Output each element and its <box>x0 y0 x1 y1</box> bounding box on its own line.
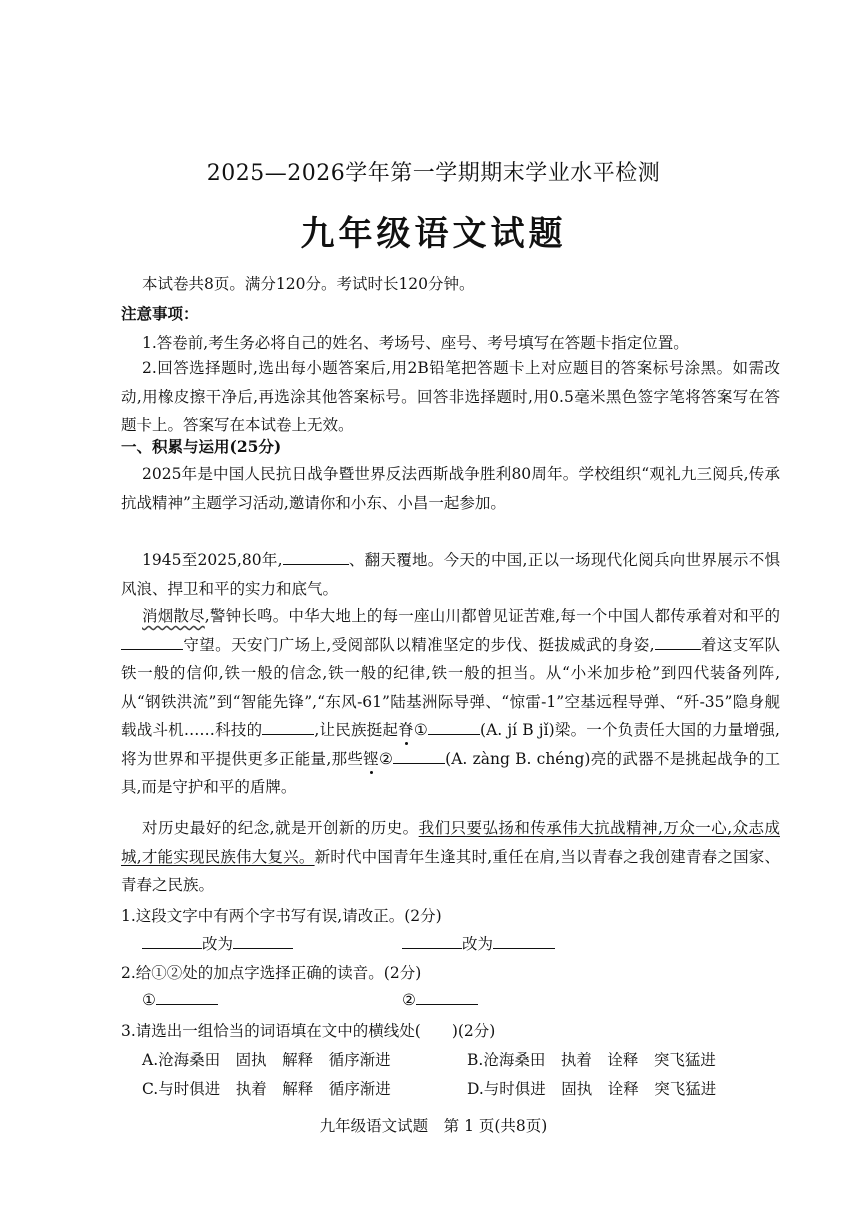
notice-item-1: 1.答卷前,考生务必将自己的姓名、考场号、座号、考号填写在答题卡指定位置。 <box>142 334 689 352</box>
answer-blank[interactable] <box>416 990 478 1005</box>
question-2-answer-1 <box>142 990 218 1009</box>
passage-text: (A. zàng B. chéng)亮的武器不是挑起战争的工具,而是守护和平的盾牌。 <box>121 749 780 796</box>
fill-blank <box>428 720 480 735</box>
notice-label: 注意事项： <box>121 304 199 323</box>
answer-blank[interactable] <box>493 934 555 949</box>
exam-title: 九年级语文试题 <box>300 214 567 254</box>
passage-text: 、翻天覆地。今天的中国,正以一场现代化阅兵向世界展示不惧风浪、捍卫和平的实力和底气。 <box>121 551 780 598</box>
answer-blank[interactable] <box>142 934 202 949</box>
question-3-option-d[interactable]: D.与时俱进 固执 诠释 突飞猛进 <box>467 1080 717 1098</box>
passage-text: 新时代中国青年生逢其时,重任在肩,当以青春之我创建青春之国家、青春之民族。 <box>121 847 780 894</box>
answer-blank[interactable] <box>402 934 462 949</box>
question-3-option-b[interactable]: B.沧海桑田 执着 诠释 突飞猛进 <box>467 1051 716 1069</box>
answer-blank[interactable] <box>233 934 293 949</box>
question-3-stem: 3.请选出一组恰当的词语填在文中的横线处( )(2分) <box>121 1022 496 1040</box>
wavy-underlined-text: 消烟散尽 <box>142 607 205 625</box>
passage-paragraph-2 <box>121 546 780 603</box>
passage-text: 1945至2025,80年, <box>142 551 283 569</box>
notice-item-2: 2.回答选择题时,选出每小题答案后,用2B铅笔把答题卡上对应题目的答案标号涂黑。如需改动,用橡皮擦干净后,再选涂其他答案标号。回答非选择题时,用0.5毫米黑色签字笔将答案写在答题卡上。答案写在本试卷上无效。 <box>121 359 780 434</box>
question-1-answer-a <box>142 932 293 954</box>
question-3-option-a[interactable]: A.沧海桑田 固执 解释 循序渐进 <box>142 1051 391 1069</box>
question-1-answer-b <box>402 932 555 954</box>
marker: ② <box>378 749 394 768</box>
question-3-option-c[interactable]: C.与时俱进 执着 解释 循序渐进 <box>142 1080 391 1098</box>
dotted-character: 脊 <box>398 721 414 739</box>
question-2-stem: 2.给①②处的加点字选择正确的读音。(2分) <box>121 964 422 982</box>
passage-text: (A. jí B jǐ)梁。一个负责任大国的力量增强,将为世界和平提供更多正能量,那些 <box>121 721 780 768</box>
passage-text: ,警钟长鸣。中华大地上的每一座山川都曾见证苦难,每一个中国人都传承着对和平的 <box>204 607 780 625</box>
fill-blank <box>283 550 349 565</box>
passage-text: 守望。天安门广场上,受阅部队以精准坚定的步伐、挺拔威武的身姿, <box>183 635 655 654</box>
marker: ② <box>402 991 416 1009</box>
change-label: 改为 <box>202 935 234 953</box>
fill-blank <box>655 635 701 650</box>
question-1-stem: 1.这段文字中有两个字书写有误,请改正。(2分) <box>121 907 442 925</box>
fill-blank <box>393 749 445 764</box>
passage-text: 对历史最好的纪念,就是开创新的历史。 <box>142 819 419 837</box>
passage-paragraph-3 <box>121 602 780 802</box>
underlined-sentence: 我们只要弘扬和传承伟大抗战精神,万众一心,众志成城,才能实现民族伟大复兴。 <box>121 819 780 866</box>
marker: ① <box>142 991 156 1009</box>
exam-header: 2025—2026学年第一学期期末学业水平检测 <box>206 161 661 186</box>
fill-blank <box>262 720 314 735</box>
fill-blank <box>121 635 183 650</box>
change-label: 改为 <box>462 935 494 953</box>
passage-text: ,让民族挺起 <box>314 721 399 739</box>
dotted-character: 铿 <box>363 749 379 768</box>
marker: ① <box>413 721 429 739</box>
page-footer: 九年级语文试题 第 1 页(共8页) <box>319 1117 548 1135</box>
passage-text: 着这支军队铁一般的信仰,铁一般的信念,铁一般的纪律,铁一般的担当。从“小米加步枪”到四代装备列阵,从“钢铁洪流”到“智能先锋”,“东风-61”陆基洲际导弹、“惊雷-1”空基远程导弹、“歼-35”隐身舰载战斗机……科技的 <box>121 635 780 739</box>
exam-info: 本试卷共8页。满分120分。考试时长120分钟。 <box>142 275 475 293</box>
question-2-answer-2 <box>402 990 478 1009</box>
passage-paragraph-4 <box>121 814 780 900</box>
answer-blank[interactable] <box>156 990 218 1005</box>
passage-paragraph-1: 2025年是中国人民抗日战争暨世界反法西斯战争胜利80周年。学校组织“观礼九三阅兵,传承抗战精神”主题学习活动,邀请你和小东、小昌一起参加。 <box>121 465 780 512</box>
section-title: 一、积累与运用(25分) <box>121 437 282 456</box>
